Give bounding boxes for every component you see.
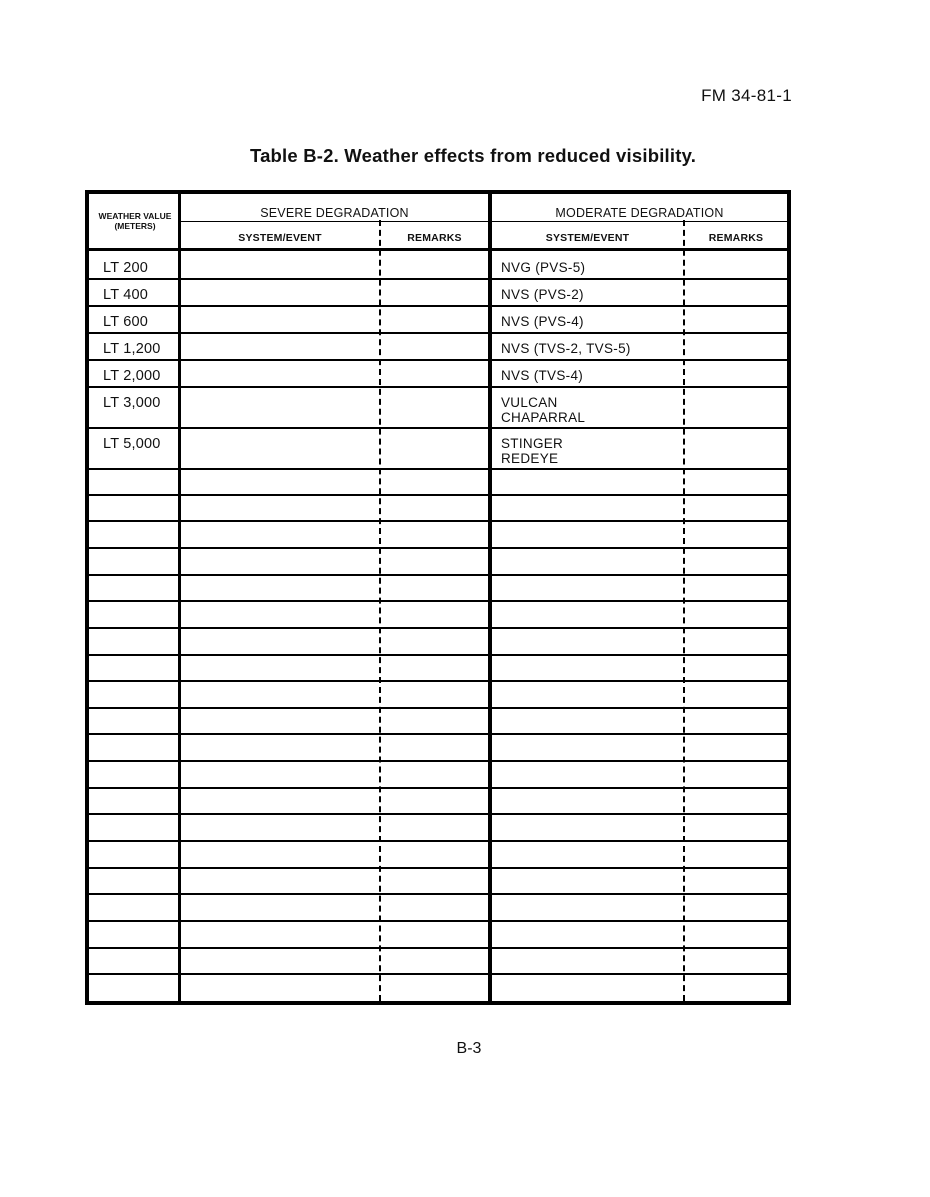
blank-table-row [89, 814, 787, 841]
table-row [89, 332, 787, 359]
header-moderate-remarks: REMARKS [708, 232, 764, 244]
blank-table-row [89, 575, 787, 602]
header-group-underline-moderate [492, 221, 787, 222]
blank-table-row [89, 735, 787, 762]
weather-value-cell: LT 5,000 [103, 436, 161, 452]
weather-value-cell: LT 3,000 [103, 395, 161, 411]
blank-table-row [89, 761, 787, 788]
blank-table-row [89, 894, 787, 921]
weather-value-cell: LT 200 [103, 260, 149, 276]
header-moderate-system-event: SYSTEM/EVENT [545, 232, 630, 244]
blank-table-row [89, 495, 787, 522]
moderate-system-cell: STINGER REDEYE [501, 436, 564, 466]
blank-table-row [89, 868, 787, 895]
blank-table-row [89, 681, 787, 708]
header-severe-degradation: SEVERE DEGRADATION [260, 206, 409, 220]
visibility-effects-table [85, 190, 791, 1005]
moderate-system-cell: NVS (PVS-4) [501, 314, 584, 329]
document-id: FM 34-81-1 [701, 86, 792, 105]
blank-table-row [89, 948, 787, 975]
page-number: B-3 [456, 1040, 482, 1057]
weather-value-cell: LT 400 [103, 287, 149, 303]
blank-table-row [89, 841, 787, 868]
header-severe-remarks: REMARKS [407, 232, 462, 244]
table-row [89, 427, 787, 468]
header-weather-value: WEATHER VALUE (METERS) [98, 211, 172, 231]
table-row [89, 305, 787, 332]
blank-table-row [89, 521, 787, 548]
weather-value-cell: LT 600 [103, 314, 149, 330]
moderate-system-cell: VULCAN CHAPARRAL [501, 395, 586, 425]
header-moderate-degradation: MODERATE DEGRADATION [555, 206, 724, 220]
table-row [89, 386, 787, 427]
blank-table-row [89, 788, 787, 815]
blank-table-row [89, 601, 787, 628]
header-severe-system-event: SYSTEM/EVENT [238, 232, 322, 244]
blank-table-row [89, 548, 787, 575]
header-group-underline-severe [181, 221, 488, 222]
table-row [89, 251, 787, 278]
blank-table-row [89, 655, 787, 682]
moderate-system-cell: NVS (PVS-2) [501, 287, 584, 302]
blank-table-row [89, 974, 787, 1001]
table-title: Table B-2. Weather effects from reduced visibility. [249, 145, 697, 166]
table-row [89, 278, 787, 305]
moderate-system-cell: NVS (TVS-4) [501, 368, 584, 383]
blank-table-row [89, 708, 787, 735]
table-row [89, 359, 787, 386]
blank-table-row [89, 468, 787, 495]
blank-table-row [89, 921, 787, 948]
moderate-system-cell: NVG (PVS-5) [501, 260, 586, 275]
weather-value-cell: LT 1,200 [103, 341, 161, 357]
moderate-system-cell: NVS (TVS-2, TVS-5) [501, 341, 631, 356]
blank-table-row [89, 628, 787, 655]
weather-value-cell: LT 2,000 [103, 368, 161, 384]
